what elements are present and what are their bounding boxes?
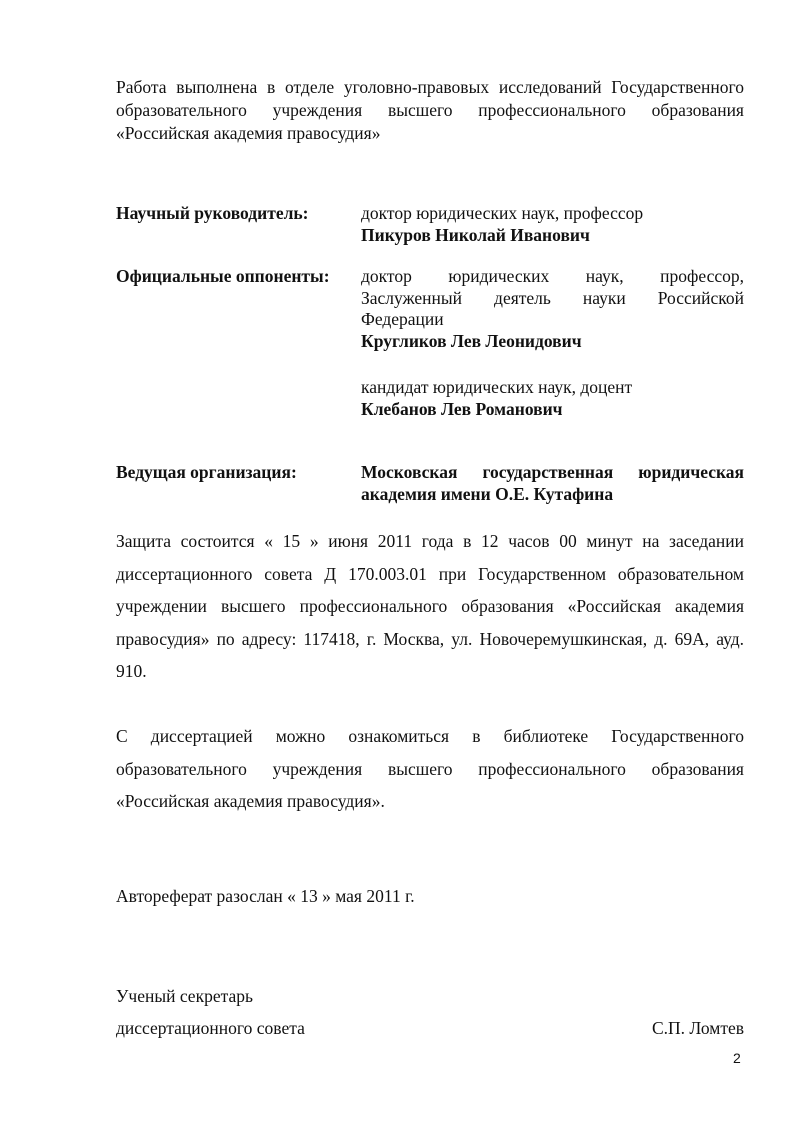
secretary-title-line-2: диссертационного совета bbox=[116, 1018, 305, 1038]
opponent-1-details bbox=[361, 266, 744, 352]
opponent-1-title: доктор юридических наук, профессор, Заслуженный деятель науки Российской Федерации bbox=[361, 266, 744, 329]
secretary-name: С.П. Ломтев bbox=[651, 1018, 744, 1038]
lead-organization-label: Ведущая организация: bbox=[116, 462, 297, 482]
opponent-1-name: Кругликов Лев Леонидович bbox=[361, 330, 582, 351]
sent-date-line: Автореферат разослан « 13 » мая 2011 г. bbox=[116, 886, 415, 906]
defense-paragraph: Защита состоится « 15 » июня 2011 года в 12 часов 00 минут на заседании диссертационного совета Д 170.003.01 при Государственном образовательном учреждении высшего профессионального образования «Российская академия правосудия» по адресу: 117418, г. Москва, ул. Новочеремушкинская, д. 69А, ауд. 910. bbox=[116, 531, 744, 682]
opponent-2-details bbox=[361, 377, 744, 420]
lead-organization-name: Московская государственная юридическая академия имени О.Е. Кутафина bbox=[361, 462, 744, 504]
supervisor-label: Научный руководитель: bbox=[116, 203, 309, 223]
secretary-title-line-1: Ученый секретарь bbox=[116, 986, 253, 1006]
opponent-2-name: Клебанов Лев Романович bbox=[361, 398, 563, 419]
page-number: 2 bbox=[733, 1050, 741, 1066]
supervisor-name: Пикуров Николай Иванович bbox=[361, 224, 590, 245]
opponent-2-title: кандидат юридических наук, доцент bbox=[361, 377, 633, 397]
intro-paragraph: Работа выполнена в отделе уголовно-правовых исследований Государственного образовательного учреждения высшего профессионального образования «Российская академия правосудия» bbox=[116, 77, 744, 143]
supervisor-details bbox=[361, 203, 744, 246]
library-paragraph: С диссертацией можно ознакомиться в библиотеке Государственного образовательного учреждения высшего профессионального образования «Российская академия правосудия». bbox=[116, 726, 744, 812]
supervisor-title: доктор юридических наук, профессор bbox=[361, 203, 644, 223]
opponents-label: Официальные оппоненты: bbox=[116, 266, 330, 286]
